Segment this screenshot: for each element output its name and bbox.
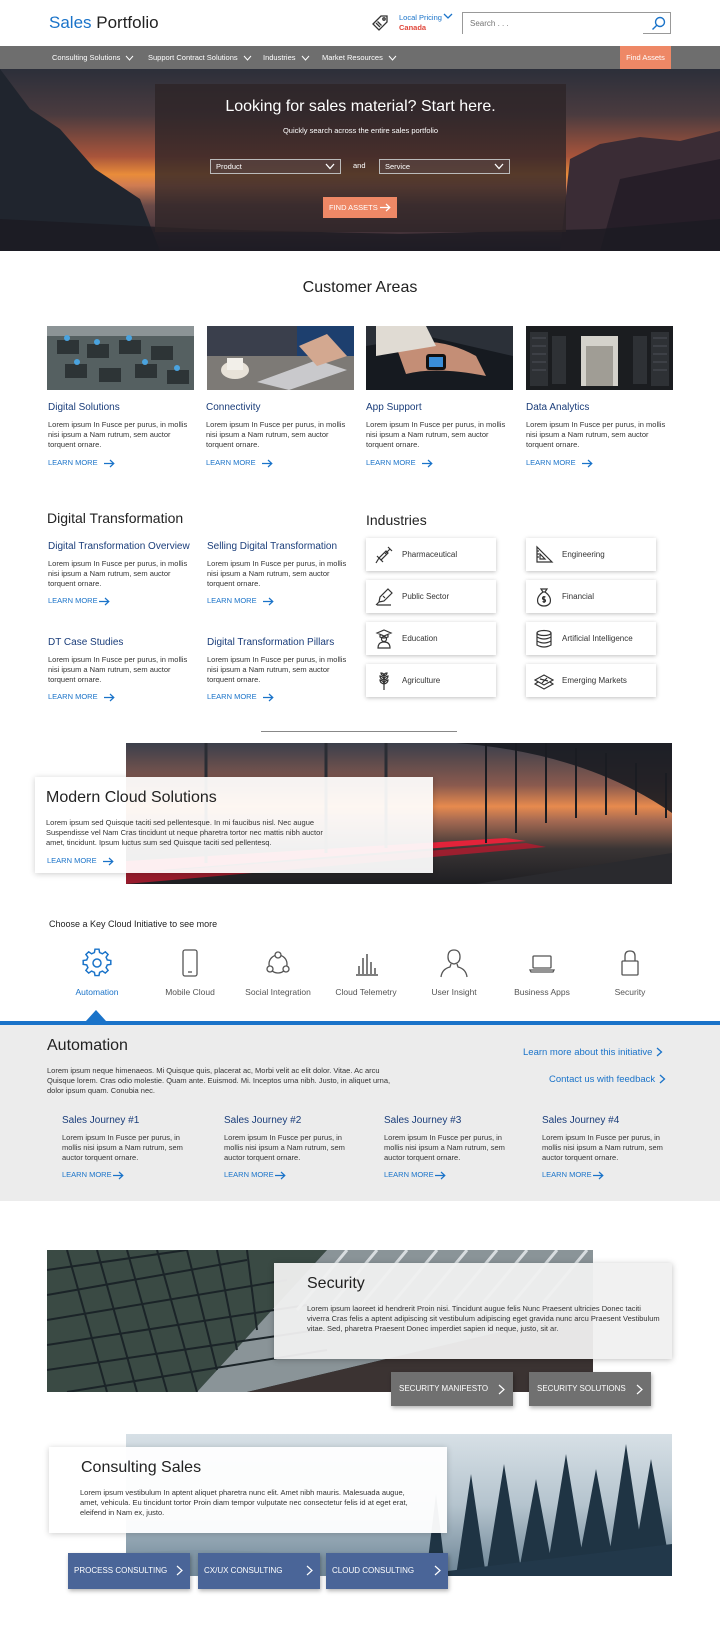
dt-item-text: Lorem ipsum In Fusce per purus, in mollis nisi ipsum a Nam rutrum, sem auctor torquent ornare.	[48, 655, 188, 684]
arrow-right-icon	[275, 1171, 286, 1180]
product-select[interactable]	[210, 159, 341, 174]
consulting-text: Lorem ipsum vestibulum In aptent aliquet pharetra nunc elit. Amet nibh mauris. Malesuada augue, amet, vehicula. Eu tincidunt tortor Proin diam tempor vulputate nec consectetur felis id at eget erat, eleifend in Nam ex, justo.	[80, 1488, 408, 1517]
dt-item-text: Lorem ipsum In Fusce per purus, in mollis nisi ipsum a Nam rutrum, sem auctor torquent ornare.	[207, 559, 347, 588]
initiative-label: Business Apps	[514, 987, 570, 997]
initiative-business-apps[interactable]	[498, 948, 586, 997]
arrow-right-icon	[263, 597, 274, 606]
site-header	[0, 0, 720, 46]
hero-find-assets-button[interactable]	[323, 197, 397, 218]
learn-more-label: LEARN MORE	[47, 856, 97, 865]
security-title: Security	[307, 1275, 365, 1292]
logo-sales-text: Sales	[49, 13, 92, 32]
industry-label: Agriculture	[402, 676, 441, 685]
nav-item-consulting-solutions[interactable]	[52, 46, 134, 69]
industry-pharmaceutical[interactable]	[366, 538, 496, 571]
sales-journey-text: Lorem ipsum In Fusce per purus, in mollis nisi ipsum a Nam rutrum, sem auctor torquent ornare.	[224, 1133, 345, 1162]
process-consulting-button[interactable]	[68, 1553, 190, 1589]
money-bag-icon	[534, 587, 554, 607]
price-tag-icon[interactable]	[370, 13, 390, 33]
logo-portfolio-text: Portfolio	[91, 13, 159, 32]
industry-label: Engineering	[562, 550, 605, 559]
industry-label: Financial	[562, 592, 595, 601]
arrow-right-icon	[104, 693, 115, 702]
chevron-down-icon	[494, 163, 504, 170]
chevron-right-icon	[434, 1565, 441, 1576]
industry-label: Pharmaceutical	[402, 550, 458, 559]
active-initiative-indicator	[86, 1010, 106, 1021]
initiative-label: User Insight	[431, 987, 477, 997]
chevron-down-icon	[125, 55, 134, 61]
product-select-value: Product	[216, 162, 242, 171]
sales-journey-title[interactable]: Sales Journey #1	[62, 1115, 140, 1126]
learn-more-link[interactable]	[526, 458, 593, 468]
initiative-label: Social Integration	[245, 987, 311, 997]
industry-label: Education	[402, 634, 438, 643]
learn-more-link[interactable]	[366, 458, 433, 468]
sales-journey-text: Lorem ipsum In Fusce per purus, in mollis nisi ipsum a Nam rutrum, sem auctor torquent ornare.	[384, 1133, 505, 1162]
industry-education[interactable]	[366, 622, 496, 655]
nav-item-market-resources[interactable]	[322, 46, 397, 69]
and-label: and	[353, 161, 366, 170]
site-logo[interactable]	[49, 13, 159, 33]
layers-icon	[534, 671, 554, 691]
search-input[interactable]	[463, 14, 643, 34]
industry-financial[interactable]	[526, 580, 656, 613]
nav-item-label: Market Resources	[322, 53, 383, 62]
automation-title: Automation	[47, 1037, 128, 1054]
nav-item-label: Consulting Solutions	[52, 53, 121, 62]
arrow-right-icon	[582, 459, 593, 468]
chevron-down-icon	[243, 55, 252, 61]
learn-more-link[interactable]	[384, 1170, 446, 1180]
laptop-icon	[527, 948, 557, 978]
learn-more-initiative-link[interactable]	[523, 1047, 663, 1058]
data-analytics-image[interactable]	[526, 326, 673, 390]
initiative-security[interactable]	[586, 948, 674, 997]
learn-more-label: LEARN MORE	[207, 692, 257, 701]
security-manifesto-label: SECURITY MANIFESTO	[399, 1384, 489, 1393]
customer-areas-title: Customer Areas	[302, 279, 418, 296]
main-nav	[0, 46, 720, 69]
service-select-value: Service	[385, 162, 411, 171]
hero-find-assets-label: FIND ASSETS	[329, 203, 378, 212]
initiative-label: Automation	[75, 987, 119, 997]
industry-artificial-intelligence[interactable]	[526, 622, 656, 655]
chevron-down-icon	[301, 55, 310, 61]
learn-more-link[interactable]	[48, 692, 115, 702]
industry-agriculture[interactable]	[366, 664, 496, 697]
learn-more-label: LEARN MORE	[48, 458, 98, 467]
cx-ux-consulting-label: CX/UX CONSULTING	[204, 1566, 283, 1575]
learn-more-link[interactable]	[62, 1170, 124, 1180]
card-title-digital-solutions[interactable]: Digital Solutions	[48, 402, 120, 413]
local-pricing-label: Local Pricing	[399, 13, 442, 22]
chevron-right-icon	[306, 1565, 313, 1576]
learn-more-label: LEARN MORE	[542, 1170, 592, 1179]
industry-emerging-markets[interactable]	[526, 664, 656, 697]
security-text: Lorem ipsum laoreet id hendrerit Proin nisi. Tincidunt augue felis Nunc Praesent ultricies Donec taciti viverra Cras felis a aptent adipiscing sit vestibulum adipiscing eget gravida nunc arcu Praesent Vestibulum vitae. Sed, pharetra Praesent Donec imperdiet sapien id neque, justo, sit ar.	[307, 1304, 660, 1333]
network-icon	[263, 948, 293, 978]
local-pricing-selector[interactable]	[399, 13, 442, 33]
chevron-right-icon	[498, 1384, 505, 1395]
service-select[interactable]	[379, 159, 510, 174]
sales-journey-title[interactable]: Sales Journey #2	[224, 1115, 302, 1126]
security-manifesto-button[interactable]	[391, 1372, 513, 1406]
syringe-icon	[374, 545, 394, 565]
gear-icon	[82, 948, 112, 978]
chevron-right-icon	[659, 1074, 666, 1084]
card-text: Lorem ipsum In Fusce per purus, in mollis nisi ipsum a Nam rutrum, sem auctor torquent ornare.	[526, 420, 666, 449]
consulting-title: Consulting Sales	[81, 1459, 202, 1476]
chevron-down-icon	[388, 55, 397, 61]
initiative-social-integration[interactable]	[234, 948, 322, 997]
chevron-down-icon	[325, 163, 335, 170]
search-icon[interactable]	[651, 16, 666, 31]
dt-item-text: Lorem ipsum In Fusce per purus, in mollis nisi ipsum a Nam rutrum, sem auctor torquent ornare.	[207, 655, 347, 684]
initiative-cloud-telemetry[interactable]	[322, 948, 410, 997]
sales-journey-text: Lorem ipsum In Fusce per purus, in mollis nisi ipsum a Nam rutrum, sem auctor torquent ornare.	[542, 1133, 663, 1162]
arrow-right-icon	[99, 597, 110, 606]
arrow-right-icon	[104, 459, 115, 468]
arrow-right-icon	[262, 459, 273, 468]
learn-more-link[interactable]	[542, 1170, 604, 1180]
learn-more-label: LEARN MORE	[48, 692, 98, 701]
contact-feedback-link[interactable]	[549, 1074, 666, 1085]
initiative-label: Mobile Cloud	[165, 987, 215, 997]
arrow-right-icon	[103, 857, 114, 866]
sales-journey-text: Lorem ipsum In Fusce per purus, in mollis nisi ipsum a Nam rutrum, sem auctor torquent ornare.	[62, 1133, 183, 1162]
bar-chart-icon	[351, 948, 381, 978]
modern-cloud-title: Modern Cloud Solutions	[46, 789, 217, 806]
dt-item-text: Lorem ipsum In Fusce per purus, in mollis nisi ipsum a Nam rutrum, sem auctor torquent ornare.	[48, 559, 188, 588]
arrow-right-icon	[263, 693, 274, 702]
digital-solutions-image[interactable]	[47, 326, 194, 390]
dt-item-title[interactable]: Digital Transformation Pillars	[207, 637, 335, 648]
connectivity-image[interactable]	[207, 326, 354, 390]
wheat-icon	[374, 671, 394, 691]
security-solutions-label: SECURITY SOLUTIONS	[537, 1384, 626, 1393]
chevron-right-icon	[636, 1384, 643, 1395]
learn-more-label: LEARN MORE	[206, 458, 256, 467]
graduate-icon	[374, 629, 394, 649]
pen-nib-icon	[374, 587, 394, 607]
card-title-data-analytics[interactable]: Data Analytics	[526, 402, 590, 413]
nav-item-label: Support Contract Solutions	[148, 53, 238, 62]
card-text: Lorem ipsum In Fusce per purus, in mollis nisi ipsum a Nam rutrum, sem auctor torquent ornare.	[366, 420, 506, 449]
hero-title: Looking for sales material? Start here.	[225, 98, 496, 115]
dt-item-title[interactable]: Digital Transformation Overview	[48, 541, 190, 552]
arrow-right-icon	[593, 1171, 604, 1180]
sales-journey-title[interactable]: Sales Journey #3	[384, 1115, 462, 1126]
sales-journey-title[interactable]: Sales Journey #4	[542, 1115, 620, 1126]
learn-more-link[interactable]	[206, 458, 273, 468]
nav-item-support-contract-solutions[interactable]	[148, 46, 252, 69]
industry-label: Artificial Intelligence	[562, 634, 633, 643]
search-box	[462, 12, 671, 34]
learn-more-label: LEARN MORE	[224, 1170, 274, 1179]
learn-more-link[interactable]	[207, 692, 274, 702]
learn-more-link[interactable]	[207, 596, 274, 606]
dt-item-title[interactable]: DT Case Studies	[48, 637, 124, 648]
digital-transformation-title: Digital Transformation	[47, 510, 184, 526]
learn-more-label: LEARN MORE	[526, 458, 576, 467]
dt-item-title[interactable]: Selling Digital Transformation	[207, 541, 338, 552]
process-consulting-label: PROCESS CONSULTING	[74, 1566, 168, 1575]
database-icon	[534, 629, 554, 649]
cloud-consulting-label: CLOUD CONSULTING	[332, 1566, 415, 1575]
chevron-right-icon	[176, 1565, 183, 1576]
cx-ux-consulting-button[interactable]	[198, 1553, 320, 1589]
initiative-mobile-cloud[interactable]	[146, 948, 234, 997]
arrow-right-icon	[380, 203, 391, 212]
automation-text: Lorem ipsum neque himenaeos. Mi Quisque quis, placerat ac, Morbi velit ac elit dolor. Vitae. Ac arcu Quisque lorem. Cras odio molestie. Quam ante. Euismod. Mi. Inceptos urna nibh. Justo, in aliquet urna, dolor ipsum quam. Conubia nec.	[47, 1066, 391, 1095]
learn-more-label: LEARN MORE	[366, 458, 416, 467]
arrow-right-icon	[113, 1171, 124, 1180]
learn-more-label: LEARN MORE	[62, 1170, 112, 1179]
card-title-app-support[interactable]: App Support	[366, 402, 422, 413]
learn-more-link[interactable]	[48, 596, 110, 606]
industry-engineering[interactable]	[526, 538, 656, 571]
industry-label: Emerging Markets	[562, 676, 627, 685]
learn-more-initiative-label: Learn more about this initiative	[523, 1047, 653, 1058]
nav-item-industries[interactable]	[263, 46, 310, 69]
learn-more-link[interactable]	[224, 1170, 286, 1180]
learn-more-link[interactable]	[48, 458, 115, 468]
initiative-label: Security	[614, 987, 646, 997]
cloud-consulting-button[interactable]	[326, 1553, 448, 1589]
industries-title: Industries	[366, 512, 427, 528]
industry-label: Public Sector	[402, 592, 450, 601]
learn-more-label: LEARN MORE	[207, 596, 257, 605]
card-title-connectivity[interactable]: Connectivity	[206, 402, 261, 413]
initiative-user-insight[interactable]	[410, 948, 498, 997]
modern-cloud-text: Lorem ipsum sed Quisque taciti sed pellentesque. In mi faucibus nisl. Nec augue Suspendisse vel Nam Cras tincidunt ut neque pharetra tortor nec mattis nibh auctor amet, tincidunt. Ipsum luctus sum sed Quisque taciti sed pellentesq.	[46, 818, 323, 847]
initiative-automation[interactable]	[53, 948, 141, 997]
pricing-region: Canada	[399, 23, 427, 32]
mobile-icon	[175, 948, 205, 978]
card-text: Lorem ipsum In Fusce per purus, in mollis nisi ipsum a Nam rutrum, sem auctor torquent ornare.	[206, 420, 346, 449]
learn-more-label: LEARN MORE	[384, 1170, 434, 1179]
initiative-label: Cloud Telemetry	[335, 987, 397, 997]
learn-more-label: LEARN MORE	[48, 596, 98, 605]
chevron-down-icon	[443, 12, 453, 20]
learn-more-link[interactable]	[47, 856, 114, 866]
chevron-right-icon	[656, 1047, 663, 1057]
find-assets-button[interactable]: Find Assets	[620, 46, 671, 69]
lock-icon	[615, 948, 645, 978]
nav-item-label: Industries	[263, 53, 296, 62]
industry-public-sector[interactable]	[366, 580, 496, 613]
user-icon	[439, 948, 469, 978]
arrow-right-icon	[422, 459, 433, 468]
security-solutions-button[interactable]	[529, 1372, 651, 1406]
app-support-image[interactable]	[366, 326, 513, 390]
arrow-right-icon	[435, 1171, 446, 1180]
initiatives-prompt: Choose a Key Cloud Initiative to see more	[49, 919, 218, 929]
section-divider	[261, 731, 457, 732]
contact-feedback-label: Contact us with feedback	[549, 1074, 656, 1085]
hero-subtitle: Quickly search across the entire sales portfolio	[282, 126, 439, 135]
set-square-icon	[534, 545, 554, 565]
card-text: Lorem ipsum In Fusce per purus, in mollis nisi ipsum a Nam rutrum, sem auctor torquent ornare.	[48, 420, 188, 449]
